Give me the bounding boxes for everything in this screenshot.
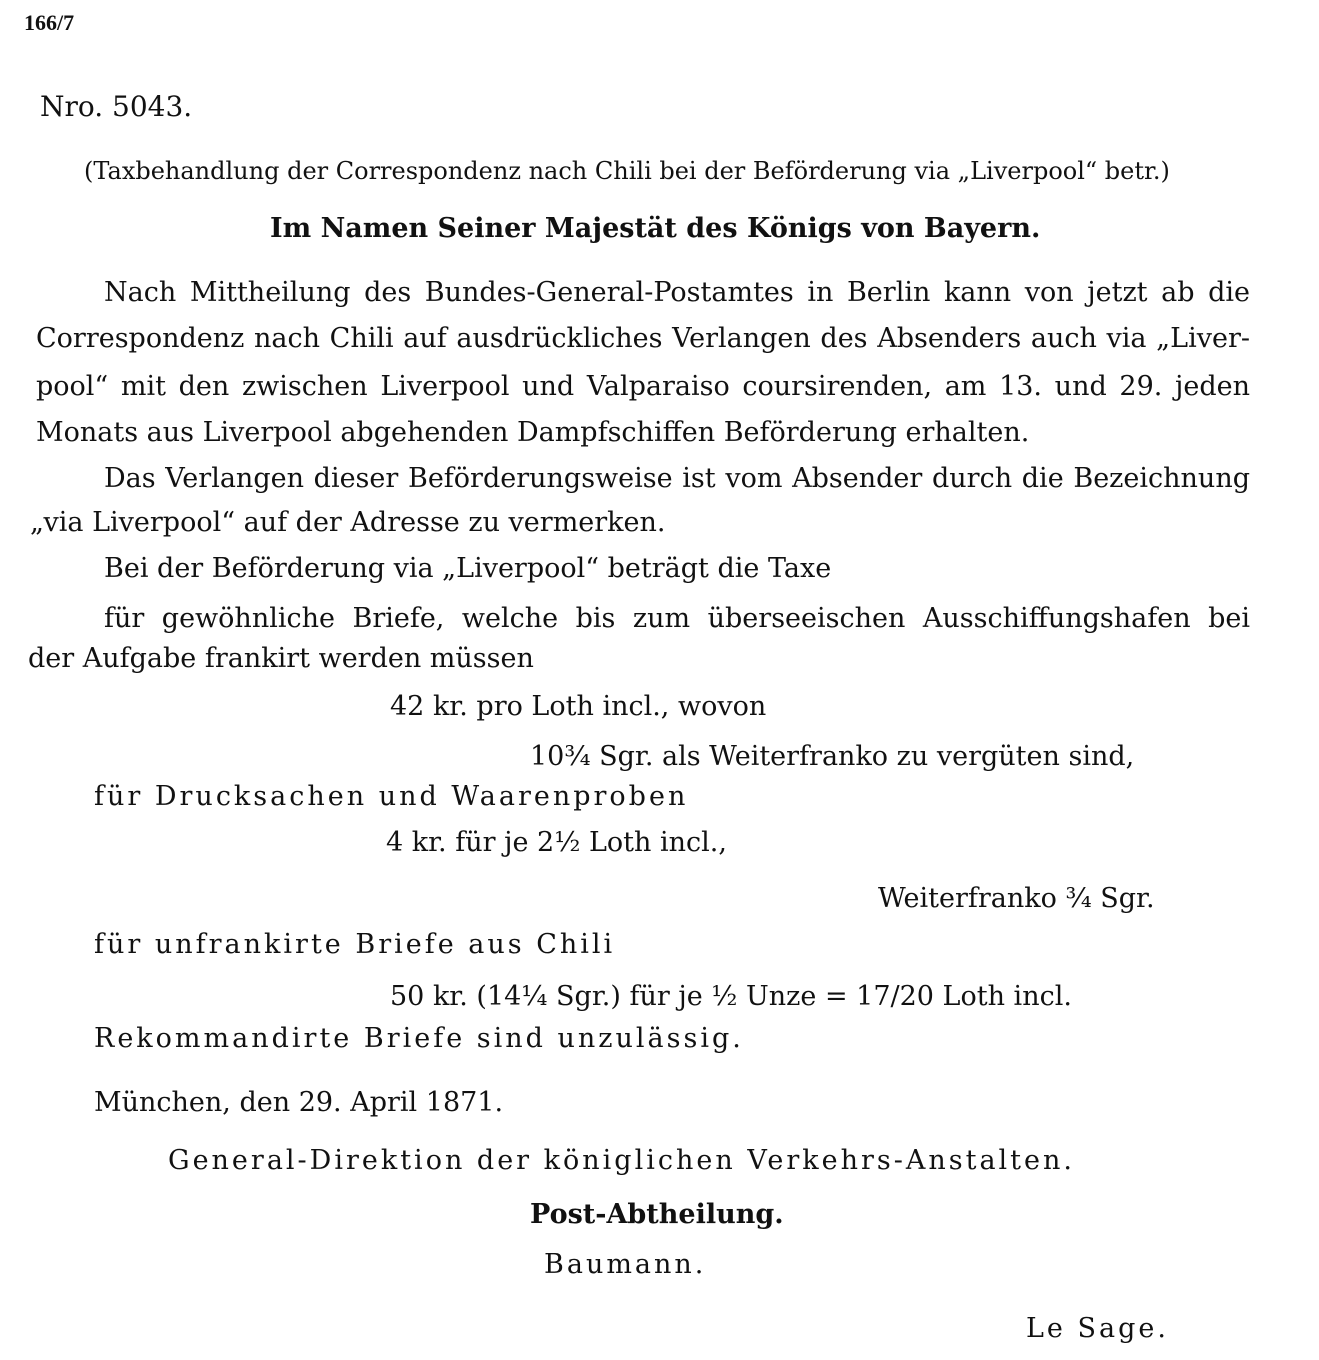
paragraph-3: Bei der Beförderung via „Liverpool“ beträgt die Taxe xyxy=(104,553,832,584)
letters-rate: 42 kr. pro Loth incl., wovon xyxy=(390,691,767,722)
unpaid-letters-rate: 50 kr. (14¼ Sgr.) für je ½ Unze = 17/20 Loth incl. xyxy=(390,981,1072,1012)
printed-matter-rate: 4 kr. für je 2½ Loth incl., xyxy=(386,827,727,858)
unpaid-letters-label: für unfrankirte Briefe aus Chili xyxy=(94,929,616,960)
letters-line-2: der Aufgabe frankirt werden müssen xyxy=(28,643,534,674)
registered-letters-note: Rekommandirte Briefe sind unzulässig. xyxy=(94,1023,744,1054)
paragraph-1-line-2: Correspondenz nach Chili auf ausdrückliches Verlangen des Absenders auch via „Liver- xyxy=(36,323,1250,354)
printed-matter-forwarding-fee: Weiterfranko ¾ Sgr. xyxy=(878,883,1155,914)
paragraph-1-line-1: Nach Mittheilung des Bundes-General-Postamtes in Berlin kann von jetzt ab die xyxy=(104,277,1250,308)
letters-forwarding-fee: 10¾ Sgr. als Weiterfranko zu vergüten sind, xyxy=(530,741,1135,772)
notice-number: Nro. 5043. xyxy=(40,90,193,123)
royal-heading: Im Namen Seiner Majestät des Königs von Bayern. xyxy=(270,213,1041,244)
date-line: München, den 29. April 1871. xyxy=(94,1087,504,1118)
notice-subject: (Taxbehandlung der Correspondenz nach Chili bei der Beförderung via „Liverpool“ betr.) xyxy=(84,157,1170,185)
signatory: Baumann. xyxy=(544,1249,707,1280)
paragraph-1-line-4: Monats aus Liverpool abgehenden Dampfschiffen Beförderung erhalten. xyxy=(36,417,1030,448)
paragraph-2-line-2: „via Liverpool“ auf der Adresse zu vermerken. xyxy=(30,507,666,538)
issuing-authority: General-Direktion der königlichen Verkehrs-Anstalten. xyxy=(168,1145,1075,1176)
printed-matter-label: für Drucksachen und Waarenproben xyxy=(94,781,689,812)
letters-line-1: für gewöhnliche Briefe, welche bis zum überseeischen Ausschiffungshafen bei xyxy=(104,603,1250,634)
paragraph-2-line-1: Das Verlangen dieser Beförderungsweise ist vom Absender durch die Bezeichnung xyxy=(104,463,1250,494)
page-number: 166/7 xyxy=(24,10,75,35)
department: Post-Abtheilung. xyxy=(530,1199,784,1230)
countersignatory: Le Sage. xyxy=(1026,1313,1169,1344)
paragraph-1-line-3: pool“ mit den zwischen Liverpool und Valparaiso coursirenden, am 13. und 29. jeden xyxy=(36,371,1250,402)
